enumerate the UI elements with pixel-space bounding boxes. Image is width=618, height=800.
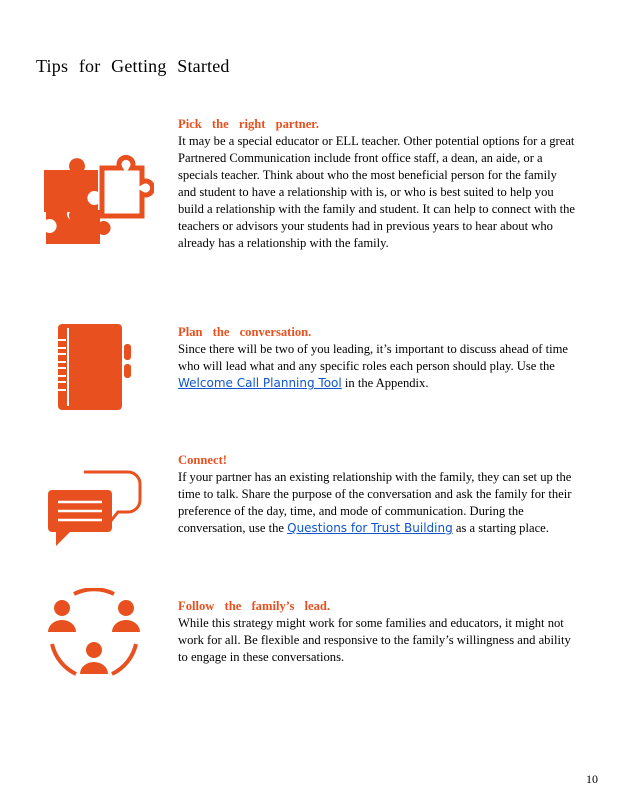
tip-2 (178, 324, 578, 392)
chat-bubbles-icon (44, 466, 144, 553)
tip-body: It may be a special educator or ELL teacher. Other potential options for a great Partnered Communication include front office staff, a dean, an aide, or a specials teacher. Think about who the most beneficial person for the family and student to have a relationship with is, or who is best suited to help you build a relationship with the family and student. It can help to connect with the teachers or advisors your students had in previous years to hear about who already has a relationship with the family. (178, 134, 575, 250)
notebook-icon (46, 324, 136, 417)
page-number: 10 (586, 772, 598, 786)
tip-heading: Plan the conversation. (178, 325, 312, 339)
people-circle-icon (44, 588, 144, 685)
tip-4 (178, 598, 578, 666)
page-title: Tips for Getting Started (36, 56, 230, 76)
tip-heading: Pick the right partner. (178, 117, 319, 131)
tip-3 (178, 452, 578, 537)
welcome-call-planning-tool-link[interactable]: Welcome Call Planning Tool (178, 376, 342, 390)
tip-1 (178, 116, 578, 252)
tip-body-end: in the Appendix. (341, 376, 429, 390)
puzzle-icon (36, 150, 154, 250)
tip-heading: Connect! (178, 453, 227, 467)
tip-body: If your partner has an existing relationship with the family, they can set up the time to talk. Share the purpose of the conversation and ask the family for their preference of the day, time, and mode of communication. During the conversation, use the (178, 470, 572, 535)
tip-body: Since there will be two of you leading, it’s important to discuss ahead of time who will lead what and any specific roles each person should play. Use the (178, 342, 568, 373)
tip-body-end: as a starting place. (452, 521, 549, 535)
tip-body: While this strategy might work for some families and educators, it might not work for all. Be flexible and responsive to the family’s willingness and ability to engage in these conversations. (178, 616, 571, 664)
tip-heading: Follow the family’s lead. (178, 599, 331, 613)
questions-for-trust-building-link[interactable]: Questions for Trust Building (287, 521, 453, 535)
